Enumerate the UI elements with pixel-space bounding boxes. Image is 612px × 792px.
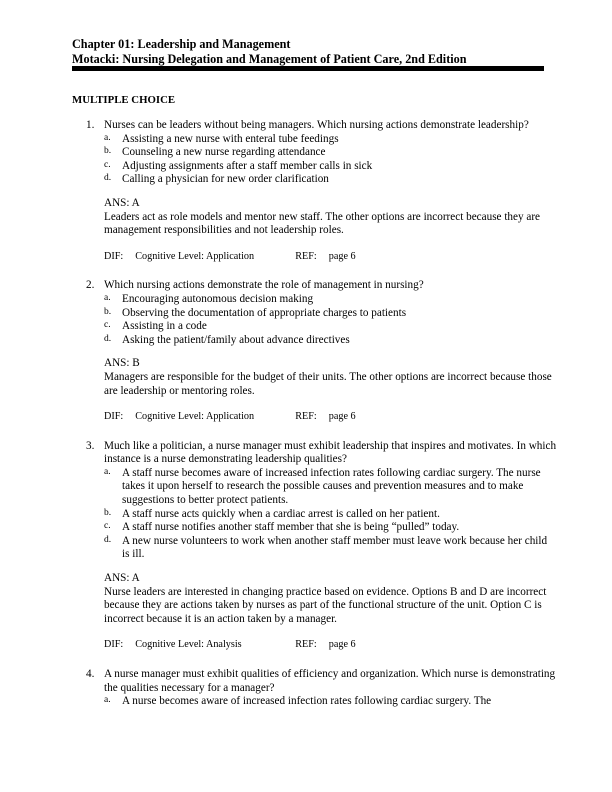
- dif-label: DIF:: [104, 250, 124, 262]
- rationale: Nurse leaders are interested in changing practice based on evidence. Options B and D are incorrect because they are actions taken by nurses as part of the functional structure of the unit. Option C is incorrect because it is an action taken by a manager.: [104, 585, 547, 625]
- question-list: [72, 119, 557, 725]
- answer-option: [104, 173, 557, 187]
- option-text: Assisting a new nurse with enteral tube feedings: [122, 132, 339, 145]
- page-reference: page 6: [328, 411, 356, 423]
- option-text: A staff nurse becomes aware of increased infection rates following cardiac surgery. The nurse takes it upon herself to research the possible causes and prevention measures and to make suggestions to better protect patients.: [122, 466, 541, 507]
- option-text: A staff nurse notifies another staff member that she is being “pulled” today.: [122, 521, 460, 534]
- question-metadata: [104, 410, 557, 424]
- option-list: [104, 467, 557, 562]
- option-letter: d.: [104, 534, 112, 545]
- question-item: [72, 119, 557, 263]
- option-letter: a.: [104, 292, 111, 303]
- cognitive-level: Cognitive Level: Analysis: [135, 639, 242, 651]
- option-letter: b.: [104, 306, 112, 317]
- question-stem: A nurse manager must exhibit qualities of efficiency and organization. Which nurse is demonstrating the qualities necessary for a manager?: [104, 668, 556, 694]
- option-text: A nurse becomes aware of increased infection rates following cardiac surgery. The: [122, 695, 492, 708]
- question-item: [72, 440, 557, 652]
- question-number: 3.: [86, 439, 95, 452]
- question-stem: Much like a politician, a nurse manager must exhibit leadership that inspires and motivates. In which instance is a nurse demonstrating leadership qualities?: [104, 439, 557, 466]
- cognitive-level: Cognitive Level: Application: [135, 250, 255, 262]
- option-letter: d.: [104, 173, 112, 184]
- question-metadata: [104, 638, 557, 652]
- option-letter: c.: [104, 159, 111, 170]
- option-text: Calling a physician for new order clarification: [122, 173, 329, 186]
- ref-label: REF:: [295, 250, 317, 262]
- option-letter: a.: [104, 695, 111, 706]
- answer-option: [104, 508, 557, 522]
- answer-option: [104, 695, 557, 709]
- answer-option: [104, 535, 557, 562]
- question-stem: Which nursing actions demonstrate the role of management in nursing?: [104, 279, 424, 292]
- option-text: Adjusting assignments after a staff member calls in sick: [122, 159, 373, 172]
- answer-option: [104, 521, 557, 535]
- question-stem: Nurses can be leaders without being managers. Which nursing actions demonstrate leadership?: [104, 119, 529, 131]
- option-letter: d.: [104, 333, 112, 344]
- option-letter: c.: [104, 521, 111, 532]
- book-title: Motacki: Nursing Delegation and Management of Patient Care, 2nd Edition: [72, 52, 467, 66]
- option-letter: a.: [104, 132, 111, 143]
- option-list: [104, 133, 557, 187]
- option-letter: b.: [104, 146, 112, 157]
- document-header: [72, 37, 544, 67]
- answer-key: ANS: A: [104, 196, 140, 209]
- option-text: Encouraging autonomous decision making: [122, 292, 314, 305]
- option-text: Counseling a new nurse regarding attendance: [122, 146, 326, 159]
- option-text: A staff nurse acts quickly when a cardiac arrest is called on her patient.: [122, 507, 440, 520]
- answer-key: ANS: B: [104, 357, 140, 370]
- question-item: [72, 279, 557, 423]
- question-number: 4.: [86, 668, 95, 680]
- option-list: [104, 293, 557, 347]
- option-text: Assisting in a code: [122, 320, 207, 333]
- answer-option: [104, 334, 557, 348]
- question-number: 2.: [86, 279, 95, 292]
- answer-option: [104, 146, 557, 160]
- header-rule: [72, 66, 544, 71]
- chapter-title: Chapter 01: Leadership and Management: [72, 37, 291, 51]
- question-item: [72, 668, 557, 709]
- option-text: Observing the documentation of appropriate charges to patients: [122, 306, 407, 319]
- answer-option: [104, 293, 557, 307]
- answer-option: [104, 307, 557, 321]
- ref-label: REF:: [295, 639, 317, 651]
- option-text: A new nurse volunteers to work when another staff member must leave work because her child is ill.: [122, 534, 548, 561]
- dif-label: DIF:: [104, 411, 124, 423]
- section-title: MULTIPLE CHOICE: [72, 94, 176, 106]
- question-number: 1.: [86, 119, 95, 131]
- rationale: Managers are responsible for the budget of their units. The other options are incorrect because those are leadership or mentoring roles.: [104, 370, 552, 397]
- answer-option: [104, 320, 557, 334]
- page-reference: page 6: [328, 639, 356, 651]
- option-letter: c.: [104, 320, 111, 331]
- option-list: [104, 695, 557, 709]
- answer-option: [104, 160, 557, 174]
- page-reference: page 6: [328, 250, 356, 262]
- option-text: Asking the patient/family about advance directives: [122, 333, 350, 346]
- option-letter: a.: [104, 466, 111, 477]
- question-metadata: [104, 250, 557, 264]
- ref-label: REF:: [295, 411, 317, 423]
- answer-option: [104, 133, 557, 147]
- answer-option: [104, 467, 557, 508]
- option-letter: b.: [104, 507, 112, 518]
- dif-label: DIF:: [104, 639, 124, 651]
- answer-key: ANS: A: [104, 572, 140, 585]
- cognitive-level: Cognitive Level: Application: [135, 411, 255, 423]
- rationale: Leaders act as role models and mentor new staff. The other options are incorrect because they are management responsibilities and not leadership roles.: [104, 210, 541, 237]
